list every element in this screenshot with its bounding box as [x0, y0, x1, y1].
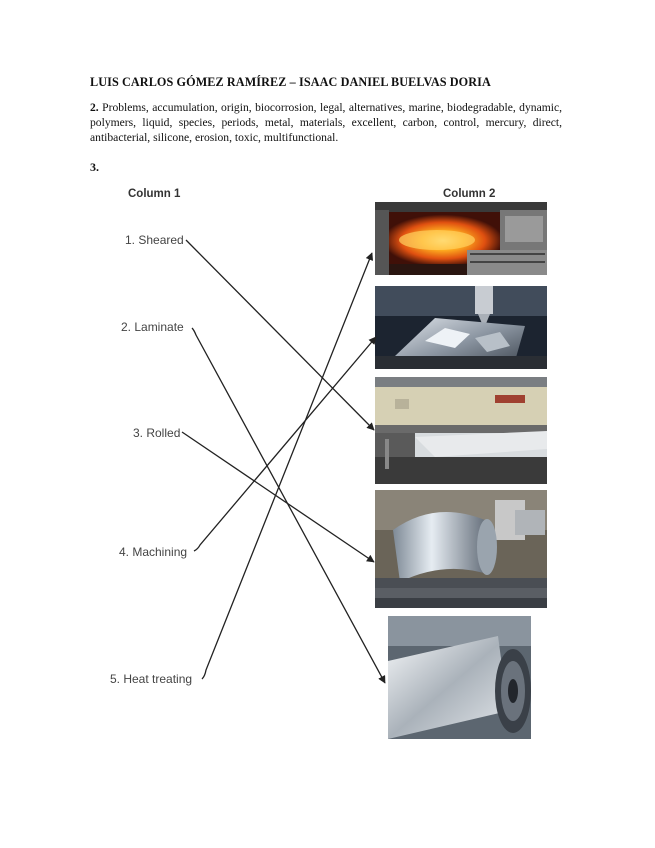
question-2-number: 2.: [90, 101, 99, 114]
column-1-item-sheared: 1. Sheared: [125, 233, 184, 247]
column-1-item-machining: 4. Machining: [119, 545, 188, 559]
column-1-title: Column 1: [128, 188, 181, 200]
line-heat-treating-to-furnace: [202, 253, 372, 679]
column-2-title: Column 2: [443, 188, 496, 200]
authors-heading: LUIS CARLOS GÓMEZ RAMÍREZ – ISAAC DANIEL BUELVAS DORIA: [90, 75, 491, 89]
line-rolled-to-rolling-machine: [182, 432, 374, 562]
column-1-item-rolled: 3. Rolled: [133, 426, 181, 440]
question-3-number: 3.: [90, 160, 99, 174]
line-laminate-to-laminated-coil: [192, 328, 385, 683]
line-sheared-to-shearing-machine: [186, 240, 374, 430]
question-2-text: Problems, accumulation, origin, biocorrosion, legal, alternatives, marine, biodegradable, dynamic, polymers, liquid, species, periods, metal, materials, excellent, carbon, control, mercury, direct, antibacterial, silicone, erosion, toxic, multifunctional.: [90, 101, 562, 144]
column-1-item-laminate: 2. Laminate: [121, 320, 184, 334]
column-1-item-heat-treating: 5. Heat treating: [110, 672, 193, 686]
line-machining-to-cnc-machining: [194, 337, 376, 551]
